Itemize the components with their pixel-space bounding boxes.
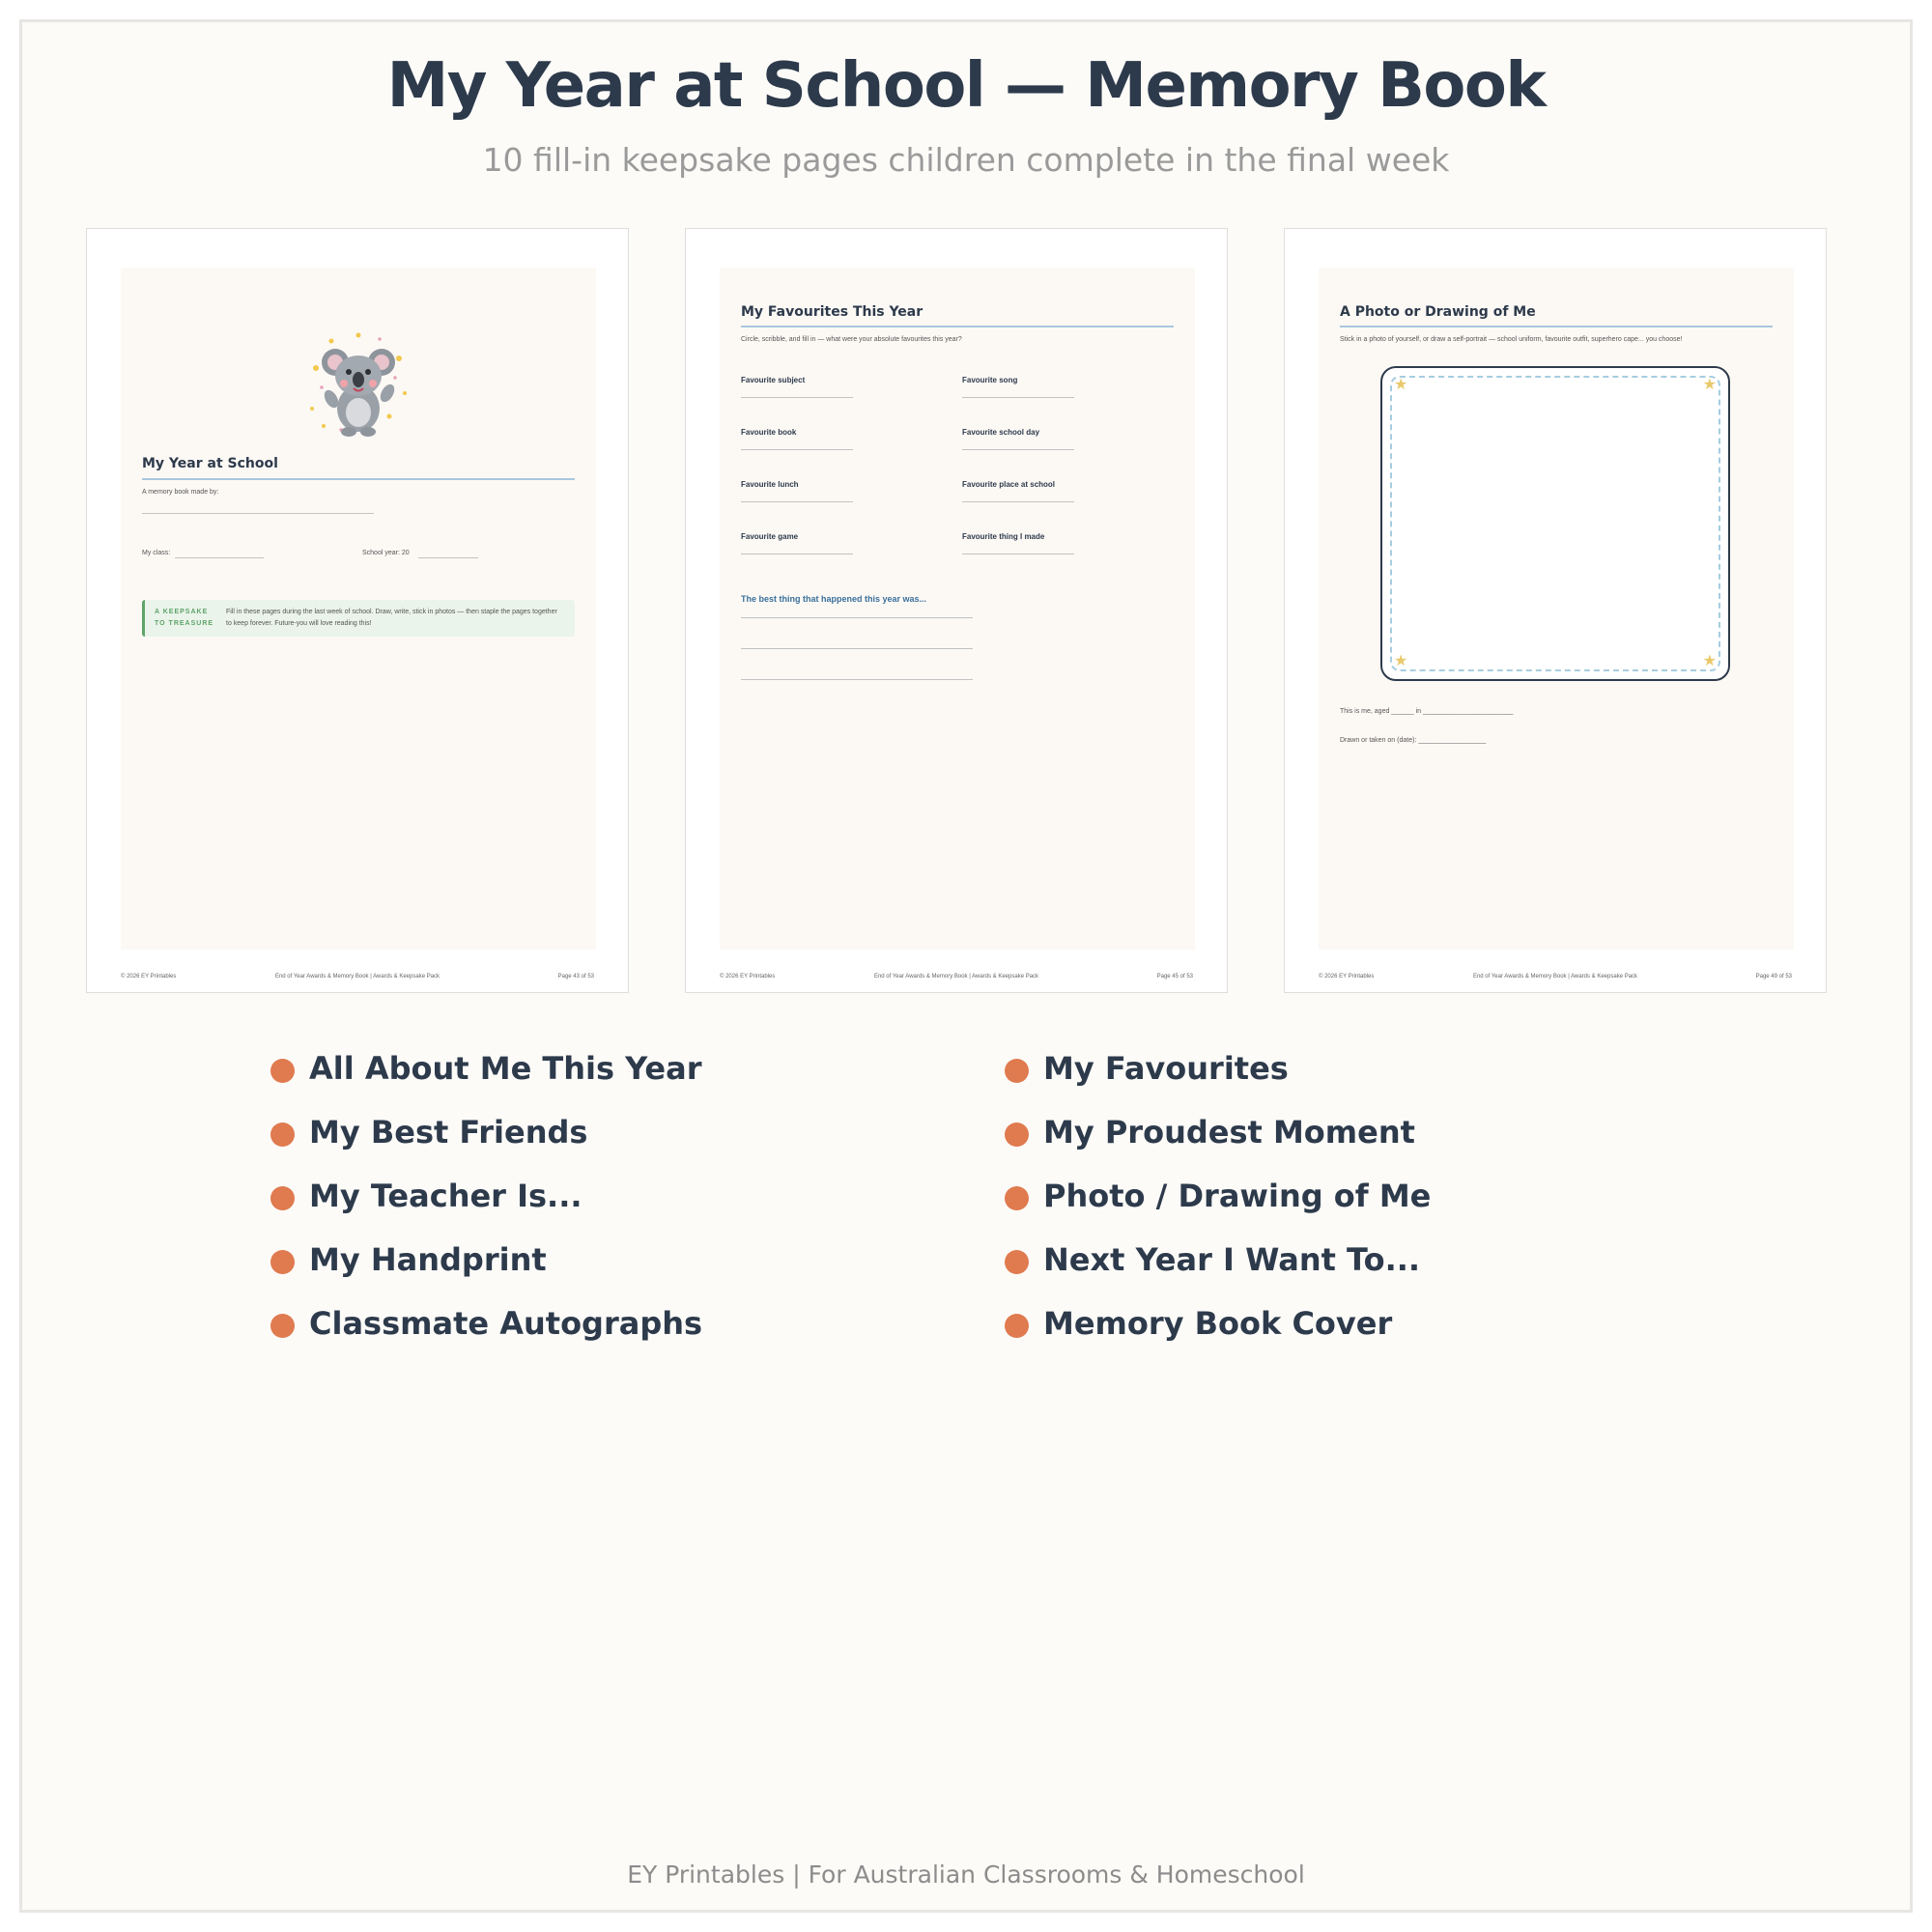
star-icon: ★	[1394, 653, 1408, 669]
title-rule	[1340, 326, 1773, 327]
bullet-dot	[270, 1314, 295, 1338]
favourite-fill-line	[741, 397, 853, 398]
page-title: A Photo or Drawing of Me	[1340, 304, 1536, 320]
contents-item	[270, 1171, 582, 1221]
class-label: My class:	[142, 550, 171, 556]
footer-product: End of Year Awards & Memory Book | Awards & Keepsake Pack	[873, 974, 1039, 980]
year-fill-line	[418, 557, 478, 558]
bullet-dot	[270, 1059, 295, 1083]
bullet-dot	[270, 1186, 295, 1210]
contents-item	[1005, 1298, 1392, 1349]
favourite-fill-line	[962, 501, 1074, 502]
favourite-label: Favourite place at school	[962, 480, 1056, 489]
footer-copyright: © 2026 EY Printables	[1319, 974, 1375, 980]
footer-page-number: Page 49 of 53	[1755, 974, 1792, 980]
favourite-label: Favourite school day	[962, 428, 1040, 437]
brand-footer: EY Printables | For Australian Classrooms & Homeschool	[627, 1861, 1305, 1889]
footer-copyright: © 2026 EY Printables	[720, 974, 776, 980]
keepsake-tag: A KEEPSAKE TO TREASURE	[155, 609, 214, 627]
contents-item	[1005, 1107, 1415, 1157]
page-footer	[720, 974, 1193, 983]
keepsake-text: Fill in these pages during the last week of school. Draw, write, stick in photos — then staple the pages together to keep forever. Future-you will love reading this!	[226, 609, 557, 627]
footer-copyright: © 2026 EY Printables	[121, 974, 177, 980]
writing-line	[741, 679, 973, 680]
contents-item-label: My Teacher Is...	[309, 1178, 582, 1214]
favourite-fill-line	[741, 501, 853, 502]
page-body	[720, 268, 1195, 950]
contents-item	[1005, 1171, 1431, 1221]
contents-item-label: My Favourites	[1043, 1050, 1289, 1087]
contents-item	[270, 1107, 587, 1157]
footer-product: End of Year Awards & Memory Book | Awards & Keepsake Pack	[274, 974, 440, 980]
contents-item-label: All About Me This Year	[309, 1050, 702, 1087]
favourite-fill-line	[741, 449, 853, 450]
favourite-label: Favourite subject	[741, 376, 806, 384]
page-footer	[1319, 974, 1792, 983]
bullet-dot	[270, 1122, 295, 1147]
page-footer	[121, 974, 594, 983]
bullet-dot	[1005, 1059, 1029, 1083]
contents-item-label: Photo / Drawing of Me	[1043, 1178, 1432, 1214]
footer-page-number: Page 45 of 53	[1156, 974, 1193, 980]
favourite-fill-line	[962, 449, 1074, 450]
page-preview-cover	[86, 228, 629, 993]
best-thing-label: The best thing that happened this year was...	[741, 594, 927, 604]
photo-frame	[1380, 366, 1730, 681]
main-title: My Year at School — Memory Book	[386, 50, 1546, 122]
title-rule	[142, 478, 575, 480]
page-title: My Favourites This Year	[741, 304, 923, 320]
date-label: Drawn or taken on (date): __________________	[1340, 737, 1487, 744]
contents-item-label: Classmate Autographs	[309, 1305, 703, 1342]
contents-item-label: Memory Book Cover	[1043, 1305, 1393, 1342]
contents-item	[270, 1298, 702, 1349]
bullet-dot	[1005, 1250, 1029, 1274]
contents-item	[1005, 1235, 1420, 1285]
favourite-label: Favourite thing I made	[962, 532, 1045, 541]
favourite-label: Favourite book	[741, 428, 797, 437]
bullet-dot	[1005, 1314, 1029, 1338]
page-preview-favourites	[685, 228, 1228, 993]
bullet-dot	[1005, 1186, 1029, 1210]
photo-dashed-border	[1390, 376, 1720, 671]
class-fill-line	[175, 557, 264, 558]
favourite-label: Favourite lunch	[741, 480, 799, 489]
keepsake-callout	[142, 600, 575, 637]
writing-line	[741, 617, 973, 618]
contents-item-label: Next Year I Want To...	[1043, 1241, 1421, 1278]
contents-item	[270, 1043, 701, 1094]
star-icon: ★	[1394, 377, 1408, 393]
main-subtitle: 10 fill-in keepsake pages children complete in the final week	[482, 141, 1450, 179]
aged-label: This is me, aged ______ in ________________________	[1340, 708, 1514, 715]
made-by-label: A memory book made by:	[142, 489, 219, 496]
favourite-fill-line	[962, 397, 1074, 398]
koala-mascot-icon	[302, 329, 414, 441]
page-body	[121, 268, 596, 950]
school-year-label: School year: 20	[362, 550, 410, 556]
writing-line	[741, 648, 973, 649]
contents-item-label: My Proudest Moment	[1043, 1114, 1415, 1151]
star-icon: ★	[1702, 377, 1717, 393]
name-fill-line	[142, 513, 374, 514]
page-preview-photo	[1284, 228, 1827, 993]
title-rule	[741, 326, 1174, 327]
contents-item	[1005, 1043, 1289, 1094]
bullet-dot	[270, 1250, 295, 1274]
contents-item-label: My Best Friends	[309, 1114, 588, 1151]
footer-product: End of Year Awards & Memory Book | Awards & Keepsake Pack	[1472, 974, 1638, 980]
page-title: My Year at School	[142, 456, 278, 471]
page-instruction: Stick in a photo of yourself, or draw a self-portrait — school uniform, favourite outfit, superhero cape... you choose!	[1340, 336, 1683, 343]
page-body	[1319, 268, 1794, 950]
contents-item	[270, 1235, 547, 1285]
page-instruction: Circle, scribble, and fill in — what were your absolute favourites this year?	[741, 336, 962, 343]
favourite-label: Favourite game	[741, 532, 799, 541]
star-icon: ★	[1702, 653, 1717, 669]
footer-page-number: Page 43 of 53	[557, 974, 594, 980]
contents-item-label: My Handprint	[309, 1241, 547, 1278]
favourite-label: Favourite song	[962, 376, 1018, 384]
bullet-dot	[1005, 1122, 1029, 1147]
